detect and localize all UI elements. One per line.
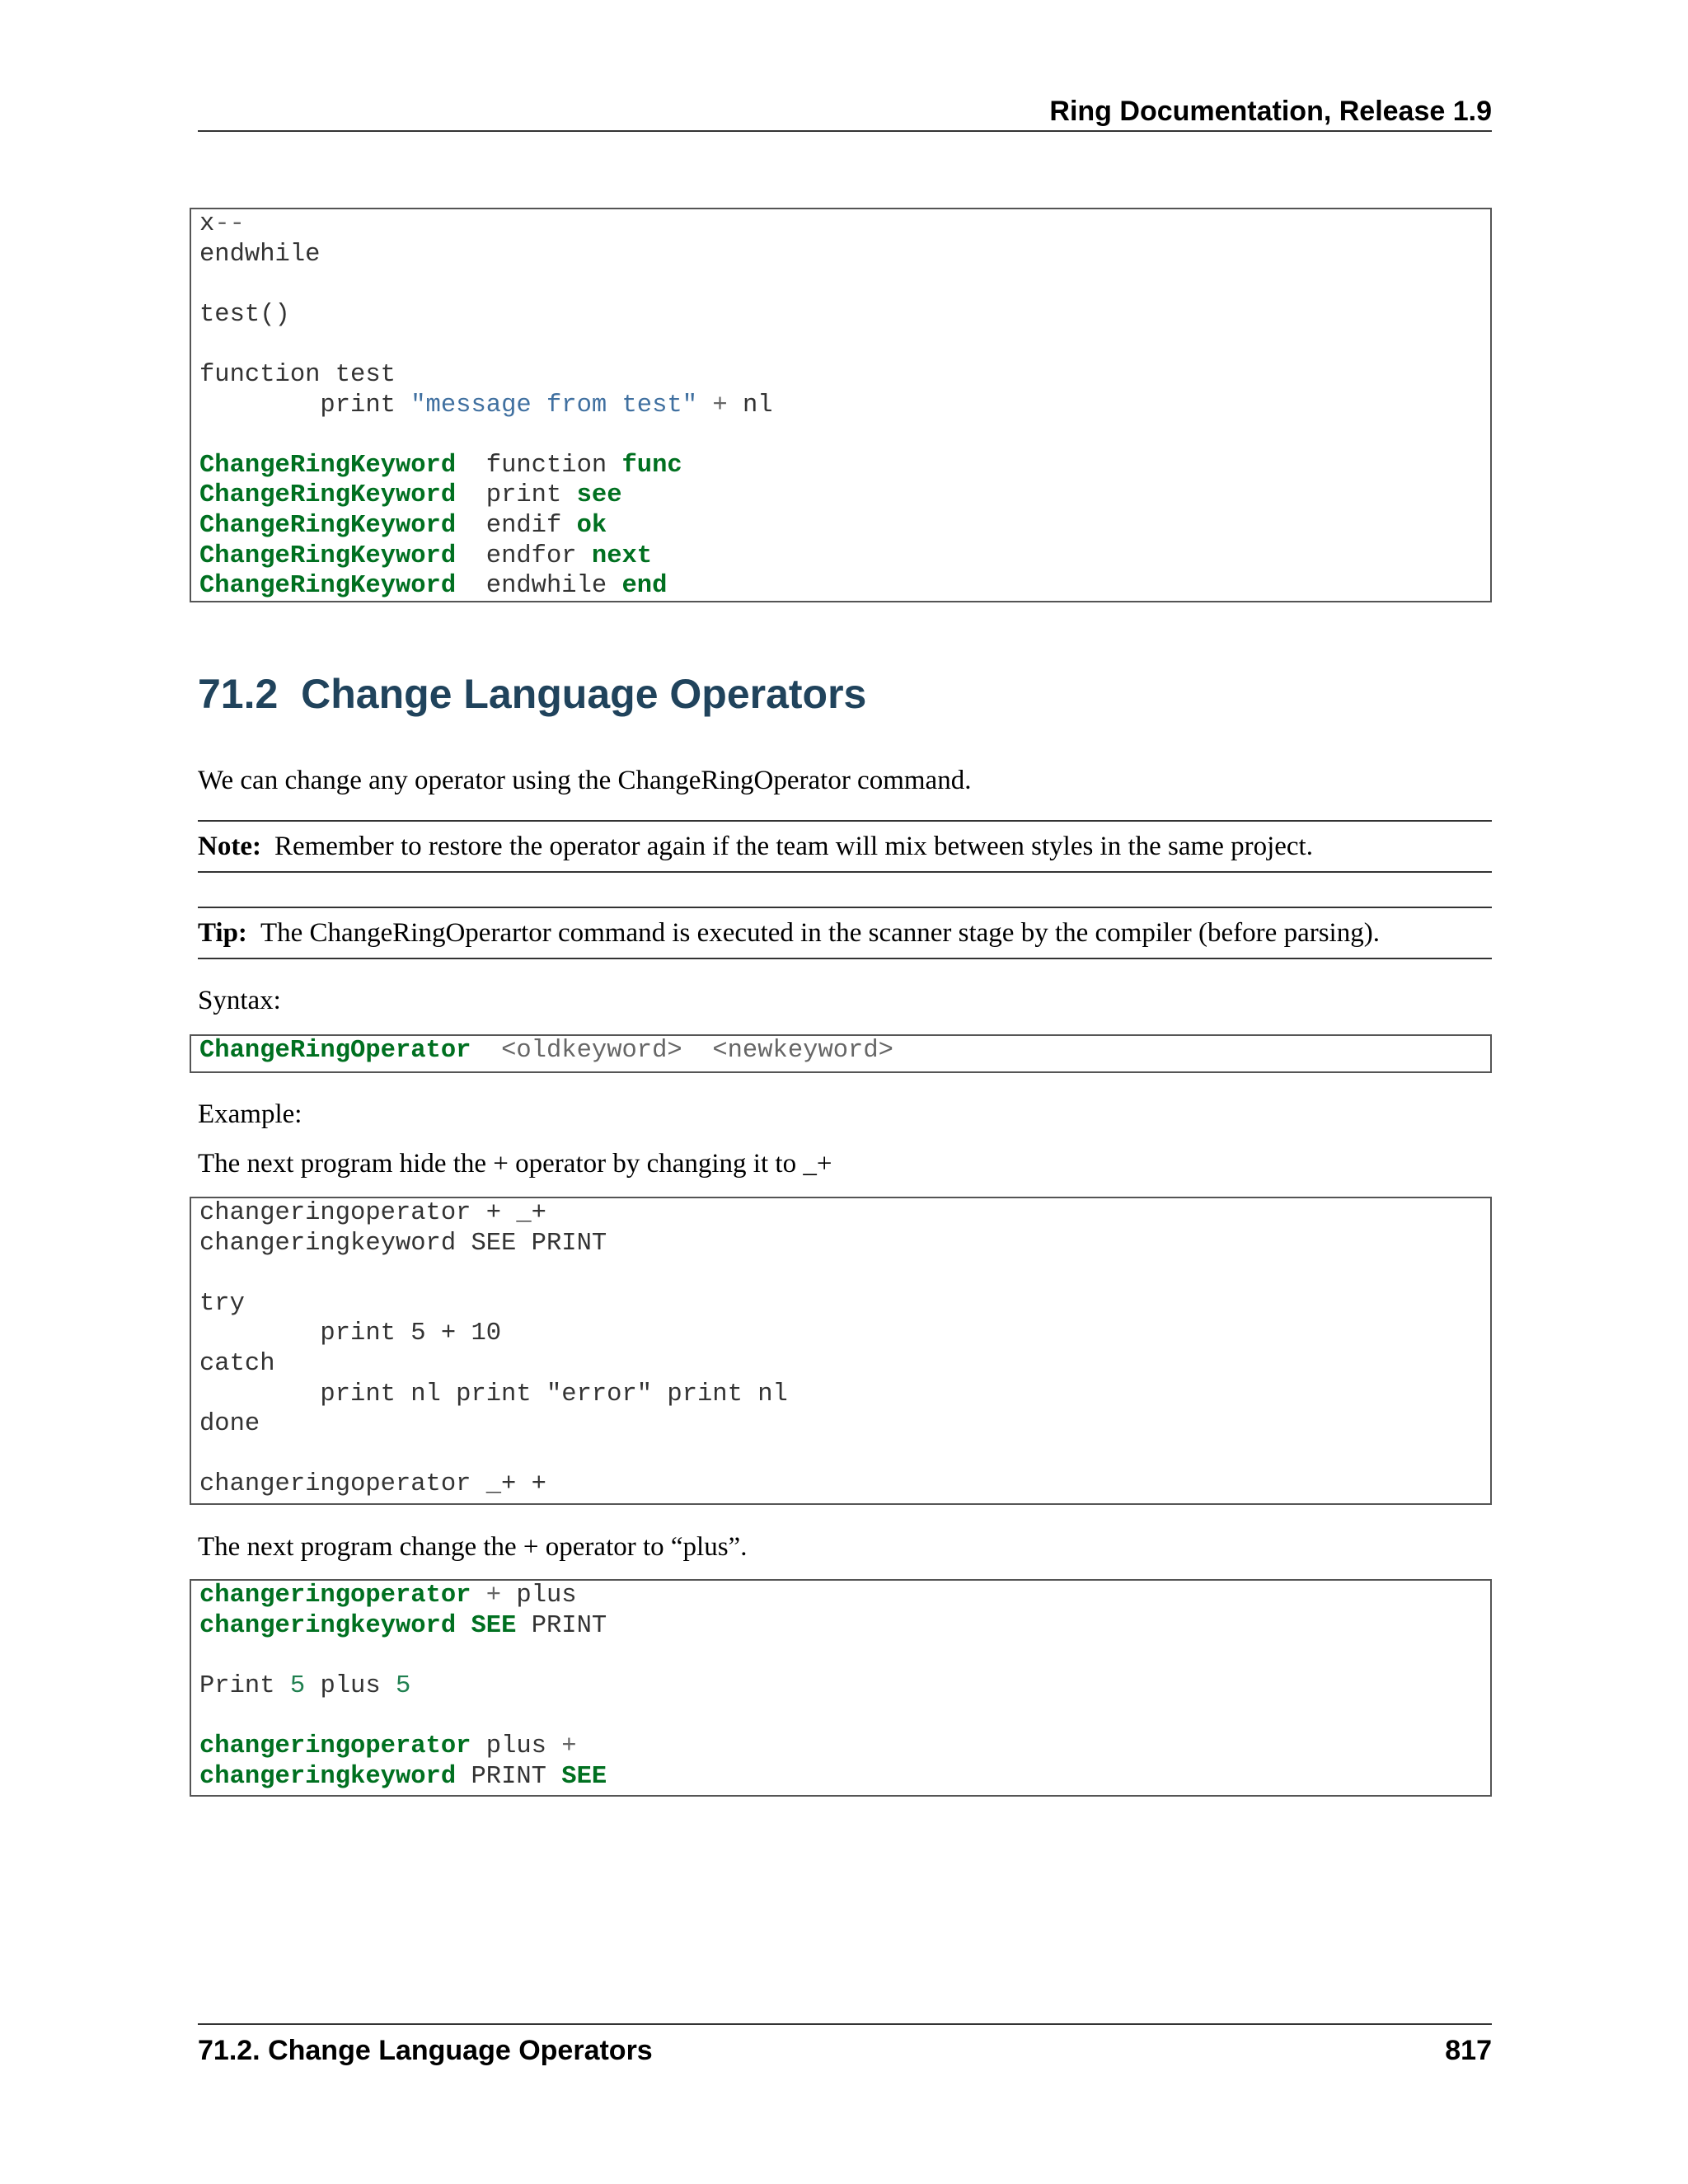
code-token: endwhile	[199, 240, 321, 269]
code-token: changeringkeyword SEE PRINT	[199, 1229, 607, 1258]
code-token: ChangeRingKeyword	[199, 541, 457, 570]
page-header	[198, 92, 1492, 132]
code-token: next	[591, 541, 653, 570]
code-line	[191, 1671, 1490, 1702]
page-number: 817	[1445, 2035, 1492, 2066]
code-line	[191, 300, 1490, 330]
code-line	[191, 541, 1490, 572]
tip-label: Tip:	[198, 918, 247, 948]
code-line	[191, 1762, 1490, 1793]
code-token: endfor	[456, 541, 592, 570]
code-token: 5	[395, 1671, 411, 1700]
code-line	[191, 1581, 1490, 1611]
code-line	[191, 511, 1490, 541]
code-token: ChangeRingKeyword	[199, 572, 457, 601]
code-token: done	[199, 1410, 260, 1439]
code-line	[191, 1349, 1490, 1380]
code-token: endwhile	[456, 572, 622, 601]
code-token: ChangeRingKeyword	[199, 481, 457, 510]
code-token: Print	[199, 1671, 290, 1700]
code-token: print	[456, 481, 577, 510]
code-token: func	[621, 451, 682, 480]
code-token: +	[697, 391, 743, 419]
code-token: SEE	[471, 1611, 517, 1640]
code-line	[191, 1229, 1490, 1259]
code-line	[191, 1611, 1490, 1642]
code-token: ok	[576, 511, 607, 540]
code-token: SEE	[561, 1762, 607, 1791]
code-token: function test	[199, 360, 396, 389]
code-token: +	[471, 1582, 517, 1610]
code-token: changeringoperator + _+	[199, 1199, 546, 1227]
syntax-label: Syntax:	[198, 986, 281, 1015]
code-token: PRINT	[456, 1762, 562, 1791]
code-token: 5	[289, 1671, 306, 1700]
code-line	[191, 1319, 1490, 1349]
code-token: print	[199, 391, 411, 419]
code-line	[191, 391, 1490, 421]
code-line	[191, 1732, 1490, 1762]
code-block-syntax	[190, 1034, 1492, 1073]
code-line	[191, 420, 1490, 451]
code-token	[456, 1612, 471, 1640]
code-line	[191, 1258, 1490, 1289]
intro-paragraph: We can change any operator using the ChangeRingOperator command.	[198, 766, 972, 795]
section-number: 71.2	[198, 671, 279, 717]
code-token: end	[621, 572, 668, 601]
code-line	[191, 1469, 1490, 1500]
code-token: plus	[471, 1732, 562, 1760]
code-token	[471, 1037, 501, 1065]
note-label: Note:	[198, 832, 261, 861]
code-token: changeringkeyword	[199, 1611, 457, 1640]
code-token: changeringoperator	[199, 1582, 471, 1610]
code-line	[191, 480, 1490, 511]
code-token: changeringoperator	[199, 1732, 471, 1760]
code-token: endif	[456, 511, 577, 540]
code-token: function	[456, 451, 622, 480]
example-label: Example:	[198, 1099, 302, 1129]
code-token: x	[199, 210, 215, 238]
code-token: test()	[199, 300, 290, 329]
code-token: --	[214, 210, 245, 238]
code-block-keywords	[190, 208, 1492, 602]
example-description: The next program hide the + operator by changing it to _+	[198, 1149, 832, 1179]
code-line	[191, 360, 1490, 391]
code-line	[191, 269, 1490, 300]
tip-text: The ChangeRingOperartor command is executed in the scanner stage by the compiler (before parsing).	[260, 918, 1380, 948]
code-line	[191, 330, 1490, 360]
code-line	[191, 1440, 1490, 1470]
code-line	[191, 571, 1490, 602]
code-token: ChangeRingOperator	[199, 1037, 471, 1065]
code-token: print nl print "error" print nl	[199, 1380, 788, 1408]
code-token: ChangeRingKeyword	[199, 451, 457, 480]
code-line	[191, 209, 1490, 240]
code-line	[191, 240, 1490, 270]
code-token: changeringoperator _+ +	[199, 1470, 546, 1499]
plus-description: The next program change the + operator to “plus”.	[198, 1532, 748, 1562]
code-token: <newkeyword>	[712, 1037, 893, 1065]
code-token: print 5 + 10	[199, 1319, 502, 1348]
code-token: changeringkeyword	[199, 1762, 457, 1791]
code-token: "message from test"	[410, 391, 698, 419]
code-block-hide-operator	[190, 1197, 1492, 1505]
code-token: see	[576, 481, 622, 510]
code-token	[682, 1037, 713, 1065]
page-footer	[198, 2023, 1492, 2074]
section-title: Change Language Operators	[301, 671, 867, 717]
code-line	[191, 1641, 1490, 1671]
code-token: PRINT	[516, 1611, 607, 1640]
code-token: plus	[305, 1671, 396, 1700]
note-admonition	[198, 820, 1492, 873]
code-token: +	[561, 1732, 577, 1760]
header-title: Ring Documentation, Release 1.9	[1049, 96, 1492, 127]
footer-section: 71.2. Change Language Operators	[198, 2035, 653, 2066]
code-line	[191, 1380, 1490, 1410]
code-token: try	[199, 1289, 245, 1318]
note-text: Remember to restore the operator again if the team will mix between styles in the same project.	[274, 832, 1313, 861]
code-line	[191, 1198, 1490, 1229]
code-token: <oldkeyword>	[501, 1037, 682, 1065]
code-line	[191, 451, 1490, 481]
code-token: catch	[199, 1349, 275, 1378]
code-line	[191, 1036, 1490, 1066]
code-token: ChangeRingKeyword	[199, 511, 457, 540]
tip-admonition	[198, 907, 1492, 959]
code-token: plus	[516, 1582, 577, 1610]
section-heading	[198, 668, 866, 720]
code-line	[191, 1701, 1490, 1732]
code-line	[191, 1289, 1490, 1319]
code-block-plus-operator	[190, 1579, 1492, 1797]
code-token: nl	[742, 391, 773, 419]
code-line	[191, 1409, 1490, 1440]
